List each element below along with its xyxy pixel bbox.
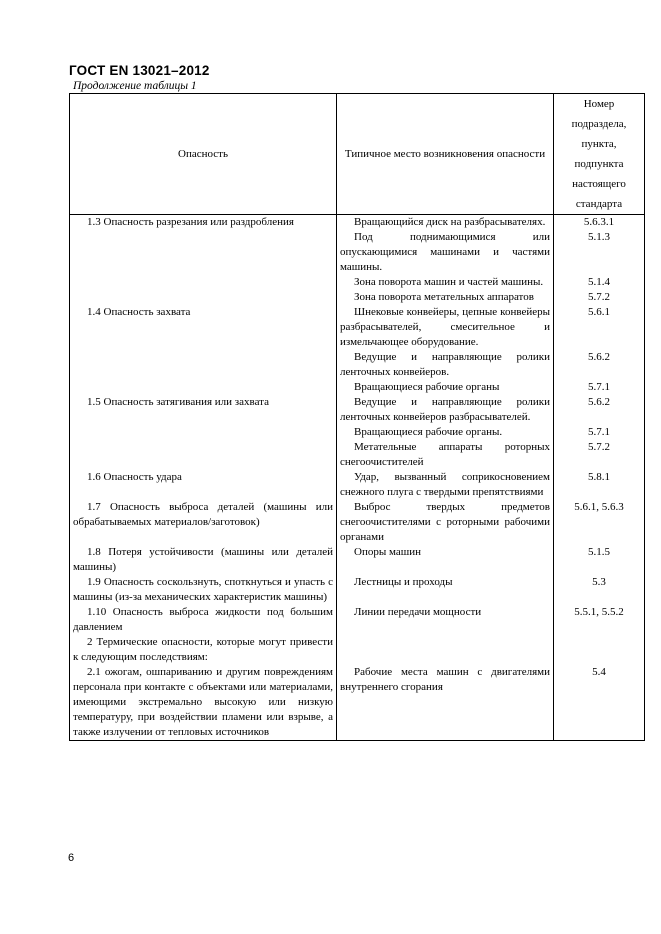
hazard-cell (70, 275, 337, 290)
location-cell: Зона поворота машин и частей машины. (337, 275, 554, 290)
location-cell: Шнековые конвейеры, цепные конвейеры разбрасывателей, смесительное и измельчающее оборудование. (337, 305, 554, 350)
location-cell (337, 635, 554, 665)
hazard-cell (70, 380, 337, 395)
table-row (70, 380, 645, 395)
page-number: 6 (68, 852, 75, 864)
column-header-clause: Номер подраздела, пункта, подпункта настоящего стандарта (554, 94, 645, 215)
table-row (70, 395, 645, 425)
location-cell: Удар, вызванный соприкосновением снежного плуга с твердыми препятствиями (337, 470, 554, 500)
hazard-cell (70, 350, 337, 380)
table-row (70, 470, 645, 500)
location-cell: Под поднимающимися или опускающимися машинами и частями машины. (337, 230, 554, 275)
hazard-cell: 1.9 Опасность соскользнуть, споткнуться и упасть с машины (из-за механических характеристик машины) (70, 575, 337, 605)
hazard-cell: 1.7 Опасность выброса деталей (машины или обрабатываемых материалов/заготовок) (70, 500, 337, 545)
table-row (70, 635, 645, 665)
location-cell: Линии передачи мощности (337, 605, 554, 635)
table-row (70, 440, 645, 470)
hazard-cell (70, 230, 337, 275)
table-continuation-label: Продолжение таблицы 1 (73, 80, 197, 92)
clause-cell: 5.1.4 (554, 275, 645, 290)
clause-cell: 5.7.1 (554, 380, 645, 395)
table-header-row (70, 94, 645, 215)
location-cell: Метательные аппараты роторных снегоочистителей (337, 440, 554, 470)
clause-cell: 5.4 (554, 665, 645, 741)
hazard-cell: 1.4 Опасность захвата (70, 305, 337, 350)
location-cell: Выброс твердых предметов снегоочистителями с роторными рабочими органами (337, 500, 554, 545)
standard-title: ГОСТ EN 13021–2012 (69, 63, 210, 78)
table-row (70, 425, 645, 440)
clause-cell: 5.6.2 (554, 395, 645, 425)
clause-cell: 5.7.2 (554, 290, 645, 305)
table-row (70, 545, 645, 575)
hazard-cell (70, 290, 337, 305)
table-row (70, 665, 645, 741)
hazard-cell: 2 Термические опасности, которые могут привести к следующим последствиям: (70, 635, 337, 665)
location-cell: Лестницы и проходы (337, 575, 554, 605)
location-cell: Вращающиеся рабочие органы. (337, 425, 554, 440)
clause-cell: 5.6.3.1 (554, 215, 645, 231)
clause-cell: 5.6.1 (554, 305, 645, 350)
clause-cell: 5.7.1 (554, 425, 645, 440)
location-cell: Вращающиеся рабочие органы (337, 380, 554, 395)
clause-cell: 5.5.1, 5.5.2 (554, 605, 645, 635)
clause-cell: 5.8.1 (554, 470, 645, 500)
column-header-location: Типичное место возникновения опасности (337, 94, 554, 215)
table-row (70, 500, 645, 545)
hazard-cell: 1.5 Опасность затягивания или захвата (70, 395, 337, 425)
clause-cell: 5.6.2 (554, 350, 645, 380)
hazard-cell: 1.8 Потеря устойчивости (машины или деталей машины) (70, 545, 337, 575)
table-row (70, 230, 645, 275)
hazards-table (69, 93, 645, 741)
hazard-cell (70, 425, 337, 440)
table-row (70, 575, 645, 605)
table-row (70, 350, 645, 380)
table-row (70, 605, 645, 635)
location-cell: Опоры машин (337, 545, 554, 575)
table-row (70, 215, 645, 231)
location-cell: Рабочие места машин с двигателями внутреннего сгорания (337, 665, 554, 741)
clause-cell: 5.6.1, 5.6.3 (554, 500, 645, 545)
clause-cell: 5.3 (554, 575, 645, 605)
column-header-hazard: Опасность (70, 94, 337, 215)
clause-cell (554, 635, 645, 665)
clause-cell: 5.7.2 (554, 440, 645, 470)
hazard-cell: 1.10 Опасность выброса жидкости под большим давлением (70, 605, 337, 635)
hazard-cell: 2.1 ожогам, ошпариванию и другим повреждениям персонала при контакте с объектами или материалами, имеющими экстремально высокую или низкую температуру, при воздействии пламени или взрыве, а также излучении от тепловых источников (70, 665, 337, 741)
table-row (70, 305, 645, 350)
table-body (70, 215, 645, 741)
location-cell: Зона поворота метательных аппаратов (337, 290, 554, 305)
hazard-cell (70, 440, 337, 470)
location-cell: Вращающийся диск на разбрасывателях. (337, 215, 554, 231)
hazard-cell: 1.6 Опасность удара (70, 470, 337, 500)
clause-cell: 5.1.5 (554, 545, 645, 575)
clause-cell: 5.1.3 (554, 230, 645, 275)
location-cell: Ведущие и направляющие ролики ленточных конвейеров. (337, 350, 554, 380)
hazard-cell: 1.3 Опасность разрезания или раздробления (70, 215, 337, 231)
table-row (70, 290, 645, 305)
table-row (70, 275, 645, 290)
location-cell: Ведущие и направляющие ролики ленточных конвейеров разбрасывателей. (337, 395, 554, 425)
